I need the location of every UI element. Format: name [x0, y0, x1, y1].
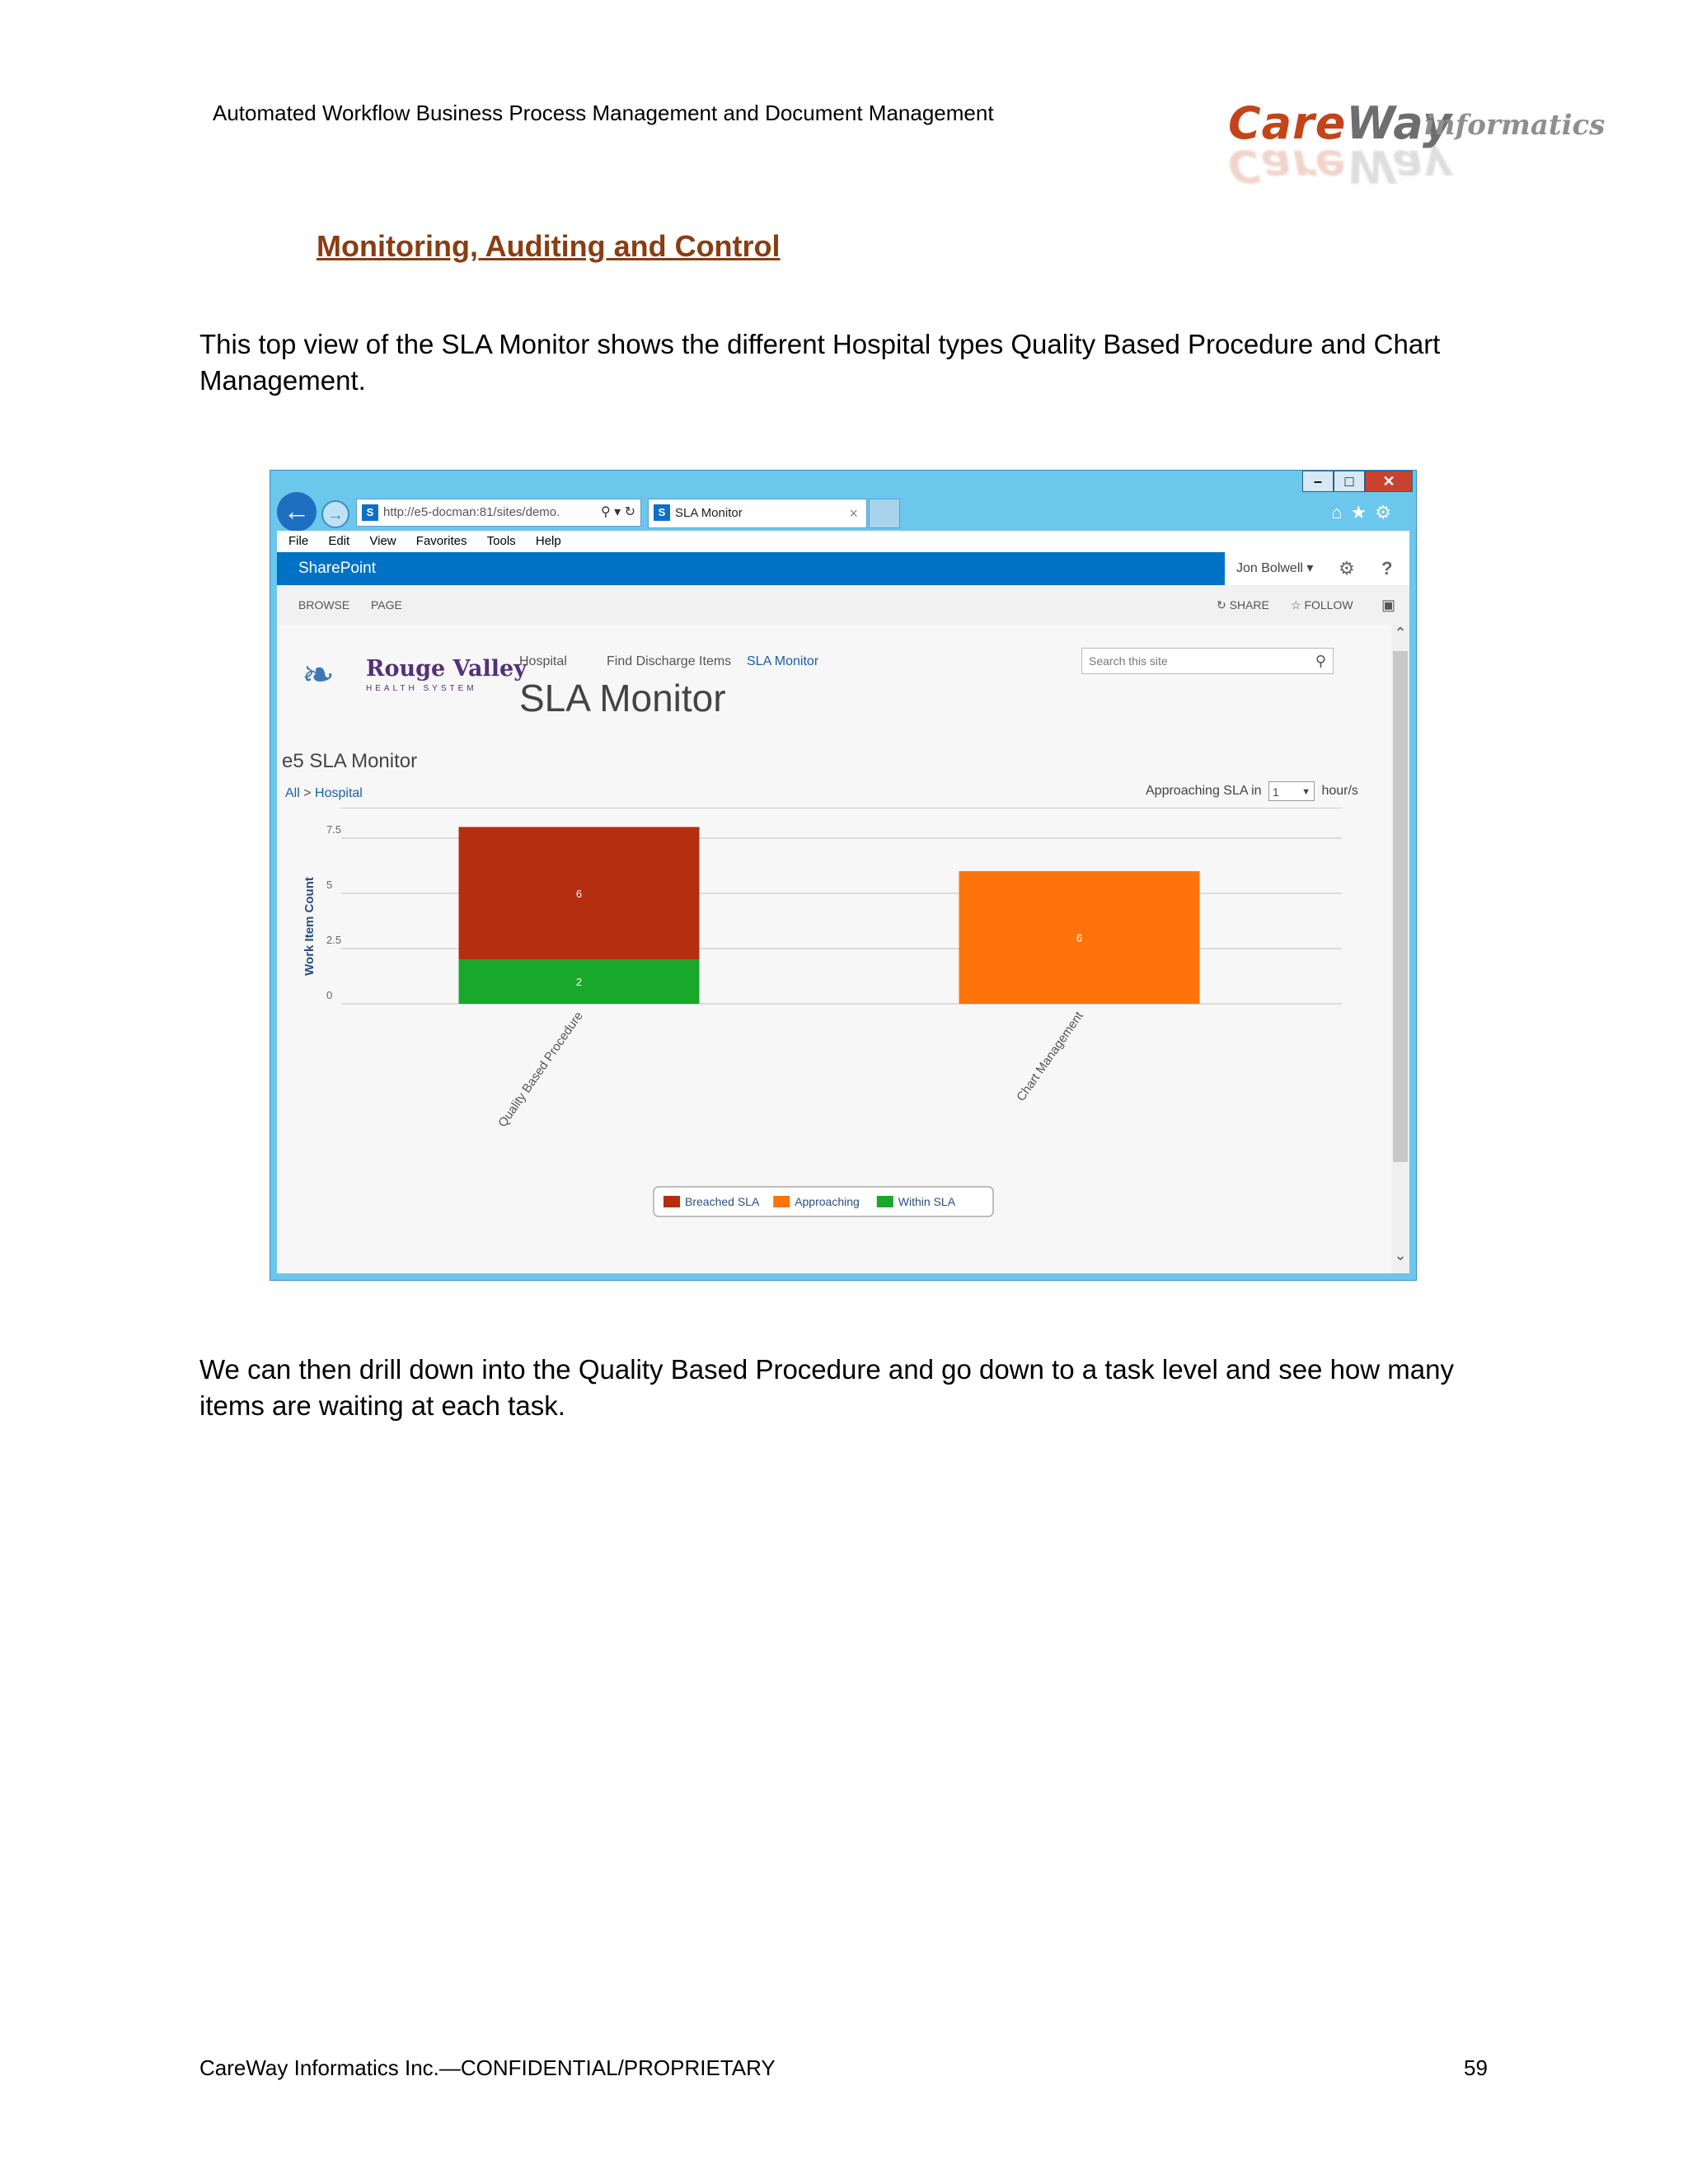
legend-swatch: [663, 1196, 680, 1207]
data-label: 2: [575, 976, 583, 989]
back-arrow-icon[interactable]: ←: [277, 492, 316, 532]
breadcrumb-all[interactable]: All: [285, 786, 300, 800]
help-icon[interactable]: ?: [1381, 558, 1393, 579]
legend-entry: Within SLA: [898, 1195, 956, 1208]
approaching-sla-control: [1146, 781, 1358, 801]
sharepoint-favicon-icon: S: [654, 504, 670, 521]
page-number: 59: [1464, 2055, 1488, 2080]
ribbon-tab-page[interactable]: PAGE: [371, 598, 402, 612]
minimize-icon[interactable]: –: [1302, 471, 1334, 492]
user-menu[interactable]: Jon Bolwell ▾: [1236, 561, 1314, 575]
ribbon-bar: [277, 585, 1409, 625]
tab-title: SLA Monitor: [675, 506, 743, 520]
rouge-valley-wing-icon: ❧: [302, 654, 335, 697]
scrollbar-thumb[interactable]: [1393, 651, 1408, 1162]
legend-swatch: [877, 1196, 893, 1207]
share-button[interactable]: ↻ SHARE: [1217, 598, 1269, 612]
search-icon[interactable]: ⚲: [1315, 653, 1326, 669]
forward-arrow-icon[interactable]: →: [321, 500, 349, 528]
maximize-icon[interactable]: □: [1334, 471, 1365, 492]
menu-view[interactable]: View: [369, 534, 396, 548]
nav-sla-monitor[interactable]: SLA Monitor: [747, 654, 819, 668]
legend-swatch: [773, 1196, 790, 1207]
y-axis-label: Work Item Count: [302, 877, 316, 976]
sharepoint-favicon-icon: S: [362, 504, 378, 521]
address-bar[interactable]: [356, 499, 641, 527]
menu-tools[interactable]: Tools: [486, 534, 516, 548]
breadcrumb: All > Hospital: [285, 786, 363, 800]
menu-favorites[interactable]: Favorites: [415, 534, 467, 548]
new-tab-button[interactable]: [869, 499, 900, 528]
section-title: Monitoring, Auditing and Control: [316, 229, 781, 263]
tab-sla-monitor[interactable]: [648, 499, 867, 528]
browser-navbar: [277, 490, 1406, 528]
close-icon[interactable]: ✕: [1365, 471, 1413, 492]
approaching-unit: hour/s: [1321, 784, 1358, 799]
data-label: 6: [575, 887, 583, 900]
page-title: SLA Monitor: [519, 677, 726, 719]
scroll-up-icon[interactable]: ⌃: [1394, 625, 1407, 641]
legend-entry: Breached SLA: [685, 1195, 760, 1208]
chevron-down-icon: ▼: [1301, 787, 1311, 797]
user-area: [1225, 552, 1409, 585]
menu-edit[interactable]: Edit: [328, 534, 350, 548]
x-category-label: Quality Based Procedure: [495, 1009, 586, 1130]
focus-content-icon[interactable]: ▣: [1381, 597, 1396, 613]
scroll-down-icon[interactable]: ⌄: [1394, 1247, 1407, 1263]
sharepoint-suite-bar[interactable]: SharePoint: [277, 552, 1225, 585]
document-header-title: Automated Workflow Business Process Management and Document Management: [213, 101, 994, 125]
address-url: http://e5-docman:81/sites/demo.: [383, 505, 560, 519]
approaching-label: Approaching SLA in: [1146, 784, 1262, 799]
careway-logo: CareWay informatics CareWay: [1228, 97, 1606, 192]
nav-find-discharge-items[interactable]: Find Discharge Items: [607, 654, 732, 668]
follow-button[interactable]: ☆ FOLLOW: [1291, 598, 1353, 612]
search-refresh-icon[interactable]: ⚲ ▾ ↻: [600, 505, 635, 519]
menu-file[interactable]: File: [288, 534, 309, 548]
webpart-title: e5 SLA Monitor: [282, 750, 418, 772]
y-tick-label: 2.5: [326, 933, 342, 946]
breadcrumb-hospital[interactable]: Hospital: [315, 786, 363, 800]
y-tick-label: 5: [326, 878, 333, 891]
menu-help[interactable]: Help: [535, 534, 561, 548]
page-scrollbar[interactable]: [1391, 625, 1409, 1273]
rouge-valley-logo[interactable]: ❧ Rouge Valley HEALTH SYSTEM: [302, 654, 527, 697]
sla-stacked-bar-chart: [277, 816, 1390, 1244]
sharepoint-page: [277, 552, 1409, 1273]
intro-paragraph: This top view of the SLA Monitor shows the different Hospital types Quality Based Procedure and Chart Management.: [199, 329, 1441, 396]
footer-confidential: CareWay Informatics Inc.—CONFIDENTIAL/PROPRIETARY: [199, 2055, 776, 2080]
window-controls: [1302, 471, 1413, 492]
y-tick-label: 0: [326, 989, 333, 1001]
search-input[interactable]: Search this site ⚲: [1081, 648, 1334, 674]
legend-entry: Approaching: [795, 1195, 860, 1208]
y-tick-label: 7.5: [326, 823, 342, 836]
browser-window: [270, 470, 1417, 1281]
hours-select[interactable]: 1 ▼: [1268, 781, 1315, 801]
x-category-label: Chart Management: [1014, 1009, 1086, 1104]
settings-gear-icon[interactable]: ⚙: [1339, 558, 1355, 579]
ribbon-tab-browse[interactable]: BROWSE: [298, 598, 350, 612]
menu-bar: [277, 531, 1409, 552]
browser-toolbar-icons[interactable]: ⌂★⚙: [1331, 502, 1400, 523]
tab-close-icon[interactable]: ×: [849, 505, 858, 522]
nav-hospital[interactable]: Hospital: [519, 654, 567, 668]
drilldown-paragraph: We can then drill down into the Quality Based Procedure and go down to a task level and see how many items are waiting at each task.: [199, 1354, 1454, 1421]
data-label: 6: [1076, 931, 1083, 944]
